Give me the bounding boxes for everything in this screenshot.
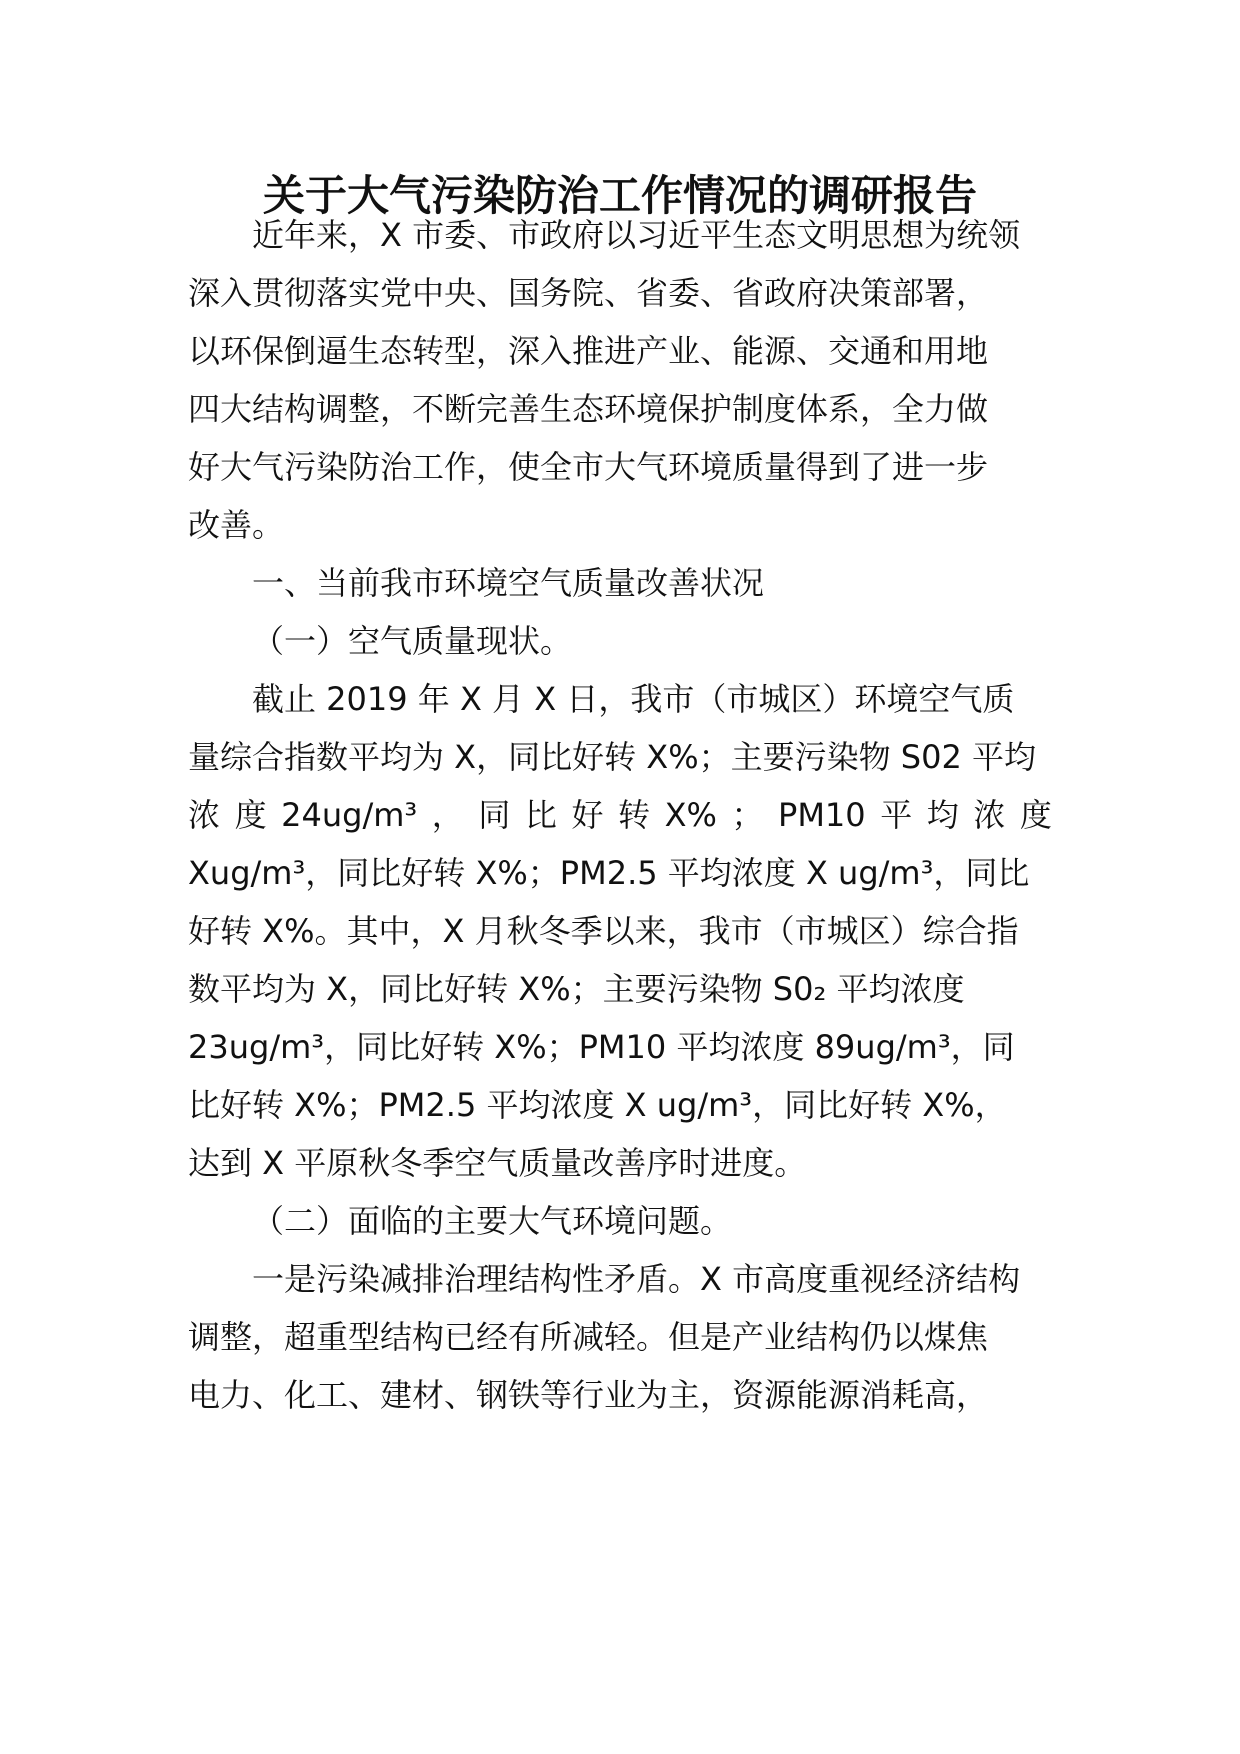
paragraph-2-line-7: 23ug/m³，同比好转 X%；PM10 平均浓度 89ug/m³，同 [188,1028,1015,1066]
paragraph-2-line-2: 量综合指数平均为 X，同比好转 X%；主要污染物 S02 平均 [188,738,1036,776]
section-heading-1: 一、当前我市环境空气质量改善状况 [252,564,765,602]
justified-word: PM10 [778,796,866,834]
paragraph-2-line-3 [188,793,1052,837]
justified-word: 同 [478,796,511,834]
page-title: 关于大气污染防治工作情况的调研报告 [262,171,977,220]
paragraph-1-line-2: 深入贯彻落实党中央、国务院、省委、省政府决策部署， [188,274,989,312]
justified-word: 浓 [188,796,221,834]
paragraph-2-line-4: Xug/m³，同比好转 X%；PM2.5 平均浓度 X ug/m³，同比 [188,854,1030,892]
justified-word: 24ug/m³ [281,796,418,834]
justified-word: ， [431,796,464,834]
subsection-heading-2: （二）面临的主要大气环境问题。 [252,1202,733,1240]
paragraph-1-line-4: 四大结构调整，不断完善生态环境保护制度体系，全力做 [188,390,989,428]
paragraph-3-line-1: 一是污染减排治理结构性矛盾。X 市高度重视经济结构 [252,1260,1021,1298]
justified-word: 度 [1019,796,1052,834]
paragraph-3-line-2: 调整，超重型结构已经有所减轻。但是产业结构仍以煤焦 [188,1318,989,1356]
subsection-heading-1: （一）空气质量现状。 [252,622,573,660]
paragraph-1-line-5: 好大气污染防治工作，使全市大气环境质量得到了进一步 [188,448,989,486]
justified-word: X% [664,796,717,834]
paragraph-2-line-5: 好转 X%。其中，X 月秋冬季以来，我市（市城区）综合指 [188,912,1019,950]
paragraph-2-line-8: 比好转 X%；PM2.5 平均浓度 X ug/m³，同比好转 X%， [188,1086,1007,1124]
paragraph-1-line-6: 改善。 [188,506,285,544]
paragraph-2-line-6: 数平均为 X，同比好转 X%；主要污染物 S0₂ 平均浓度 [188,970,965,1008]
justified-word: 平 [880,796,913,834]
paragraph-2-line-9: 达到 X 平原秋冬季空气质量改善序时进度。 [188,1144,807,1182]
paragraph-1-line-3: 以环保倒逼生态转型，深入推进产业、能源、交通和用地 [188,332,989,370]
justified-word: 转 [618,796,651,834]
justified-word: 好 [571,796,604,834]
justified-word: 均 [926,796,959,834]
justified-word: ； [731,796,764,834]
justified-word: 浓 [973,796,1006,834]
paragraph-2-line-1: 截止 2019 年 X 月 X 日，我市（市城区）环境空气质 [252,680,1015,718]
justified-word: 度 [234,796,267,834]
paragraph-3-line-3: 电力、化工、建材、钢铁等行业为主，资源能源消耗高， [188,1376,989,1414]
justified-word: 比 [524,796,557,834]
paragraph-1-line-1: 近年来，X 市委、市政府以习近平生态文明思想为统领 [252,216,1021,254]
